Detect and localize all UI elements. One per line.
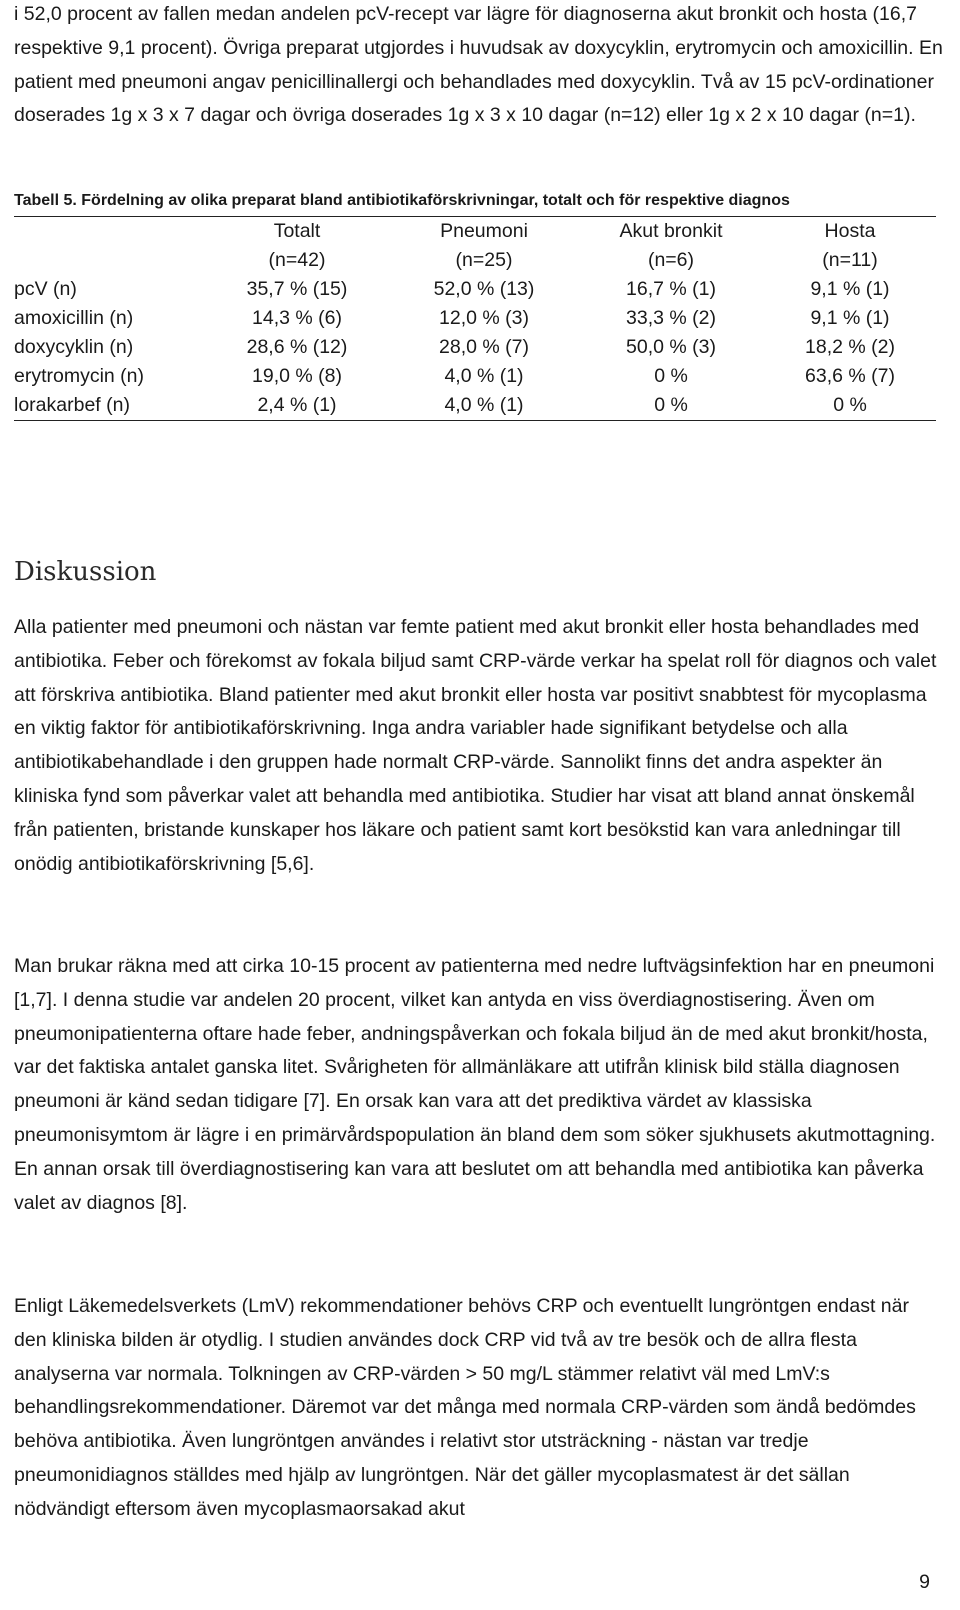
row-label: lorakarbef (n) bbox=[14, 391, 204, 421]
table-cell: 35,7 % (15) bbox=[246, 278, 348, 300]
row-label: pcV (n) bbox=[14, 278, 77, 300]
intro-paragraph: i 52,0 procent av fallen medan andelen pcV-recept var lägre för diagnoserna akut bronkit och hosta (16,7 respektive 9,1 procent). Övriga preparat utgjordes i huvudsak av doxycyklin, erytromycin och amoxicillin. En patient med pneumoni angav penicillinallergi och behandlades med doxycyklin. Två av 15 pcV-ordinationer doserades 1g x 3 x 7 dagar och övriga doserades 1g x 3 x 10 dagar (n=12) eller 1g x 2 x 10 dagar (n=1). bbox=[14, 3, 943, 127]
table-cell: 4,0 % (1) bbox=[390, 391, 578, 421]
header-akut-bronkit bbox=[578, 217, 764, 276]
table-header-row bbox=[14, 217, 936, 276]
table-cell: 2,4 % (1) bbox=[204, 391, 390, 421]
row-label: amoxicillin (n) bbox=[14, 307, 134, 329]
table-row bbox=[14, 304, 936, 333]
table-cell: 28,0 % (7) bbox=[439, 336, 529, 358]
header-count: (n=6) bbox=[647, 249, 695, 271]
table-cell: 63,6 % (7) bbox=[805, 365, 895, 387]
header-count: (n=25) bbox=[455, 249, 513, 271]
table-cell: 33,3 % (2) bbox=[626, 307, 716, 329]
table-cell: 19,0 % (8) bbox=[252, 365, 342, 387]
table-cell: 14,3 % (6) bbox=[252, 307, 342, 329]
page-number: 9 bbox=[919, 1571, 930, 1593]
table-cell: 18,2 % (2) bbox=[805, 336, 895, 358]
table-cell: 12,0 % (3) bbox=[439, 307, 529, 329]
table-cell: 28,6 % (12) bbox=[246, 336, 348, 358]
body-paragraph: Alla patienter med pneumoni och nästan var femte patient med akut bronkit eller hosta behandlades med antibiotika. Feber och förekomst av fokala biljud samt CRP-värde verkar ha spelat roll för diagnos och valet att förskriva antibiotika. Bland patienter med akut bronkit eller hosta var positivt snabbtest för mycoplasma en viktig faktor för antibiotikaförskrivning. Inga andra variabler hade signifikant betydelse och alla antibiotikabehandlade i den gruppen hade normalt CRP-värde. Sannolikt finns det andra aspekter än kliniska fynd som påverkar valet att behandla med antibiotika. Studier har visat att bland annat önskemål från patienten, bristande kunskaper hos läkare och patient samt kort besökstid kan vara anledningar till onödig antibiotikaförskrivning [5,6]. bbox=[14, 616, 937, 875]
header-label: Akut bronkit bbox=[619, 220, 723, 242]
table-caption: Tabell 5. Fördelning av olika preparat bland antibiotikaförskrivningar, totalt och för respektive diagnos bbox=[14, 192, 790, 209]
header-hosta bbox=[764, 217, 936, 276]
section-heading: Diskussion bbox=[14, 557, 157, 587]
table-row bbox=[14, 333, 936, 362]
header-count: (n=42) bbox=[268, 249, 326, 271]
header-label: Totalt bbox=[273, 220, 321, 242]
table-cell: 52,0 % (13) bbox=[433, 278, 535, 300]
body-paragraph: Man brukar räkna med att cirka 10-15 procent av patienterna med nedre luftvägsinfektion har en pneumoni [1,7]. I denna studie var andelen 20 procent, vilket kan antyda en viss överdiagnostisering. Även om pneumonipatienterna oftare hade feber, andningspåverkan och fokala biljud än de med akut bronkit/hosta, var det faktiska antalet ganska litet. Svårigheten för allmänläkare att utifrån klinisk bild ställa diagnosen pneumoni är känd sedan tidigare [7]. En orsak kan vara att det prediktiva värdet av klassiska pneumonisymtom är lägre i en primärvårdspopulation än bland dem som söker sjukhusets akutmottagning. En annan orsak till överdiagnostisering kan vara att beslutet om att behandla med antibiotika kan påverka valet av diagnos [8]. bbox=[14, 955, 936, 1214]
table-cell: 0 % bbox=[764, 391, 936, 421]
header-label: Pneumoni bbox=[440, 220, 528, 242]
body-paragraph: Enligt Läkemedelsverkets (LmV) rekommendationer behövs CRP och eventuellt lungröntgen endast när den kliniska bilden är otydlig. I studien användes dock CRP vid två av tre besök och de allra flesta analyserna var normala. Tolkningen av CRP-värden > 50 mg/L stämmer relativt väl med LmV:s behandlingsrekommendationer. Däremot var det många med normala CRP-värden som ändå bedömdes behöva antibiotika. Även lungröntgen användes i relativt stor utsträckning - nästan var tredje pneumonidiagnos ställdes med hjälp av lungröntgen. När det gäller mycoplasmatest är det sällan nödvändigt eftersom även mycoplasmaorsakad akut bbox=[14, 1295, 916, 1520]
table-cell: 9,1 % (1) bbox=[810, 278, 890, 300]
table-cell: 0 % bbox=[578, 391, 764, 421]
table-cell: 0 % bbox=[654, 365, 688, 387]
row-label: erytromycin (n) bbox=[14, 365, 145, 387]
table-cell: 50,0 % (3) bbox=[626, 336, 716, 358]
table-cell: 4,0 % (1) bbox=[444, 365, 524, 387]
header-empty-cell bbox=[14, 217, 204, 276]
header-pneumoni bbox=[390, 217, 578, 276]
table-row bbox=[14, 391, 936, 421]
table-cell: 9,1 % (1) bbox=[810, 307, 890, 329]
table-cell: 16,7 % (1) bbox=[626, 278, 716, 300]
header-count: (n=11) bbox=[822, 249, 878, 271]
header-totalt bbox=[204, 217, 390, 276]
table-row bbox=[14, 275, 936, 304]
table-row bbox=[14, 362, 936, 391]
row-label: doxycyklin (n) bbox=[14, 336, 134, 358]
antibiotic-distribution-table bbox=[14, 216, 936, 421]
header-label: Hosta bbox=[824, 220, 876, 242]
